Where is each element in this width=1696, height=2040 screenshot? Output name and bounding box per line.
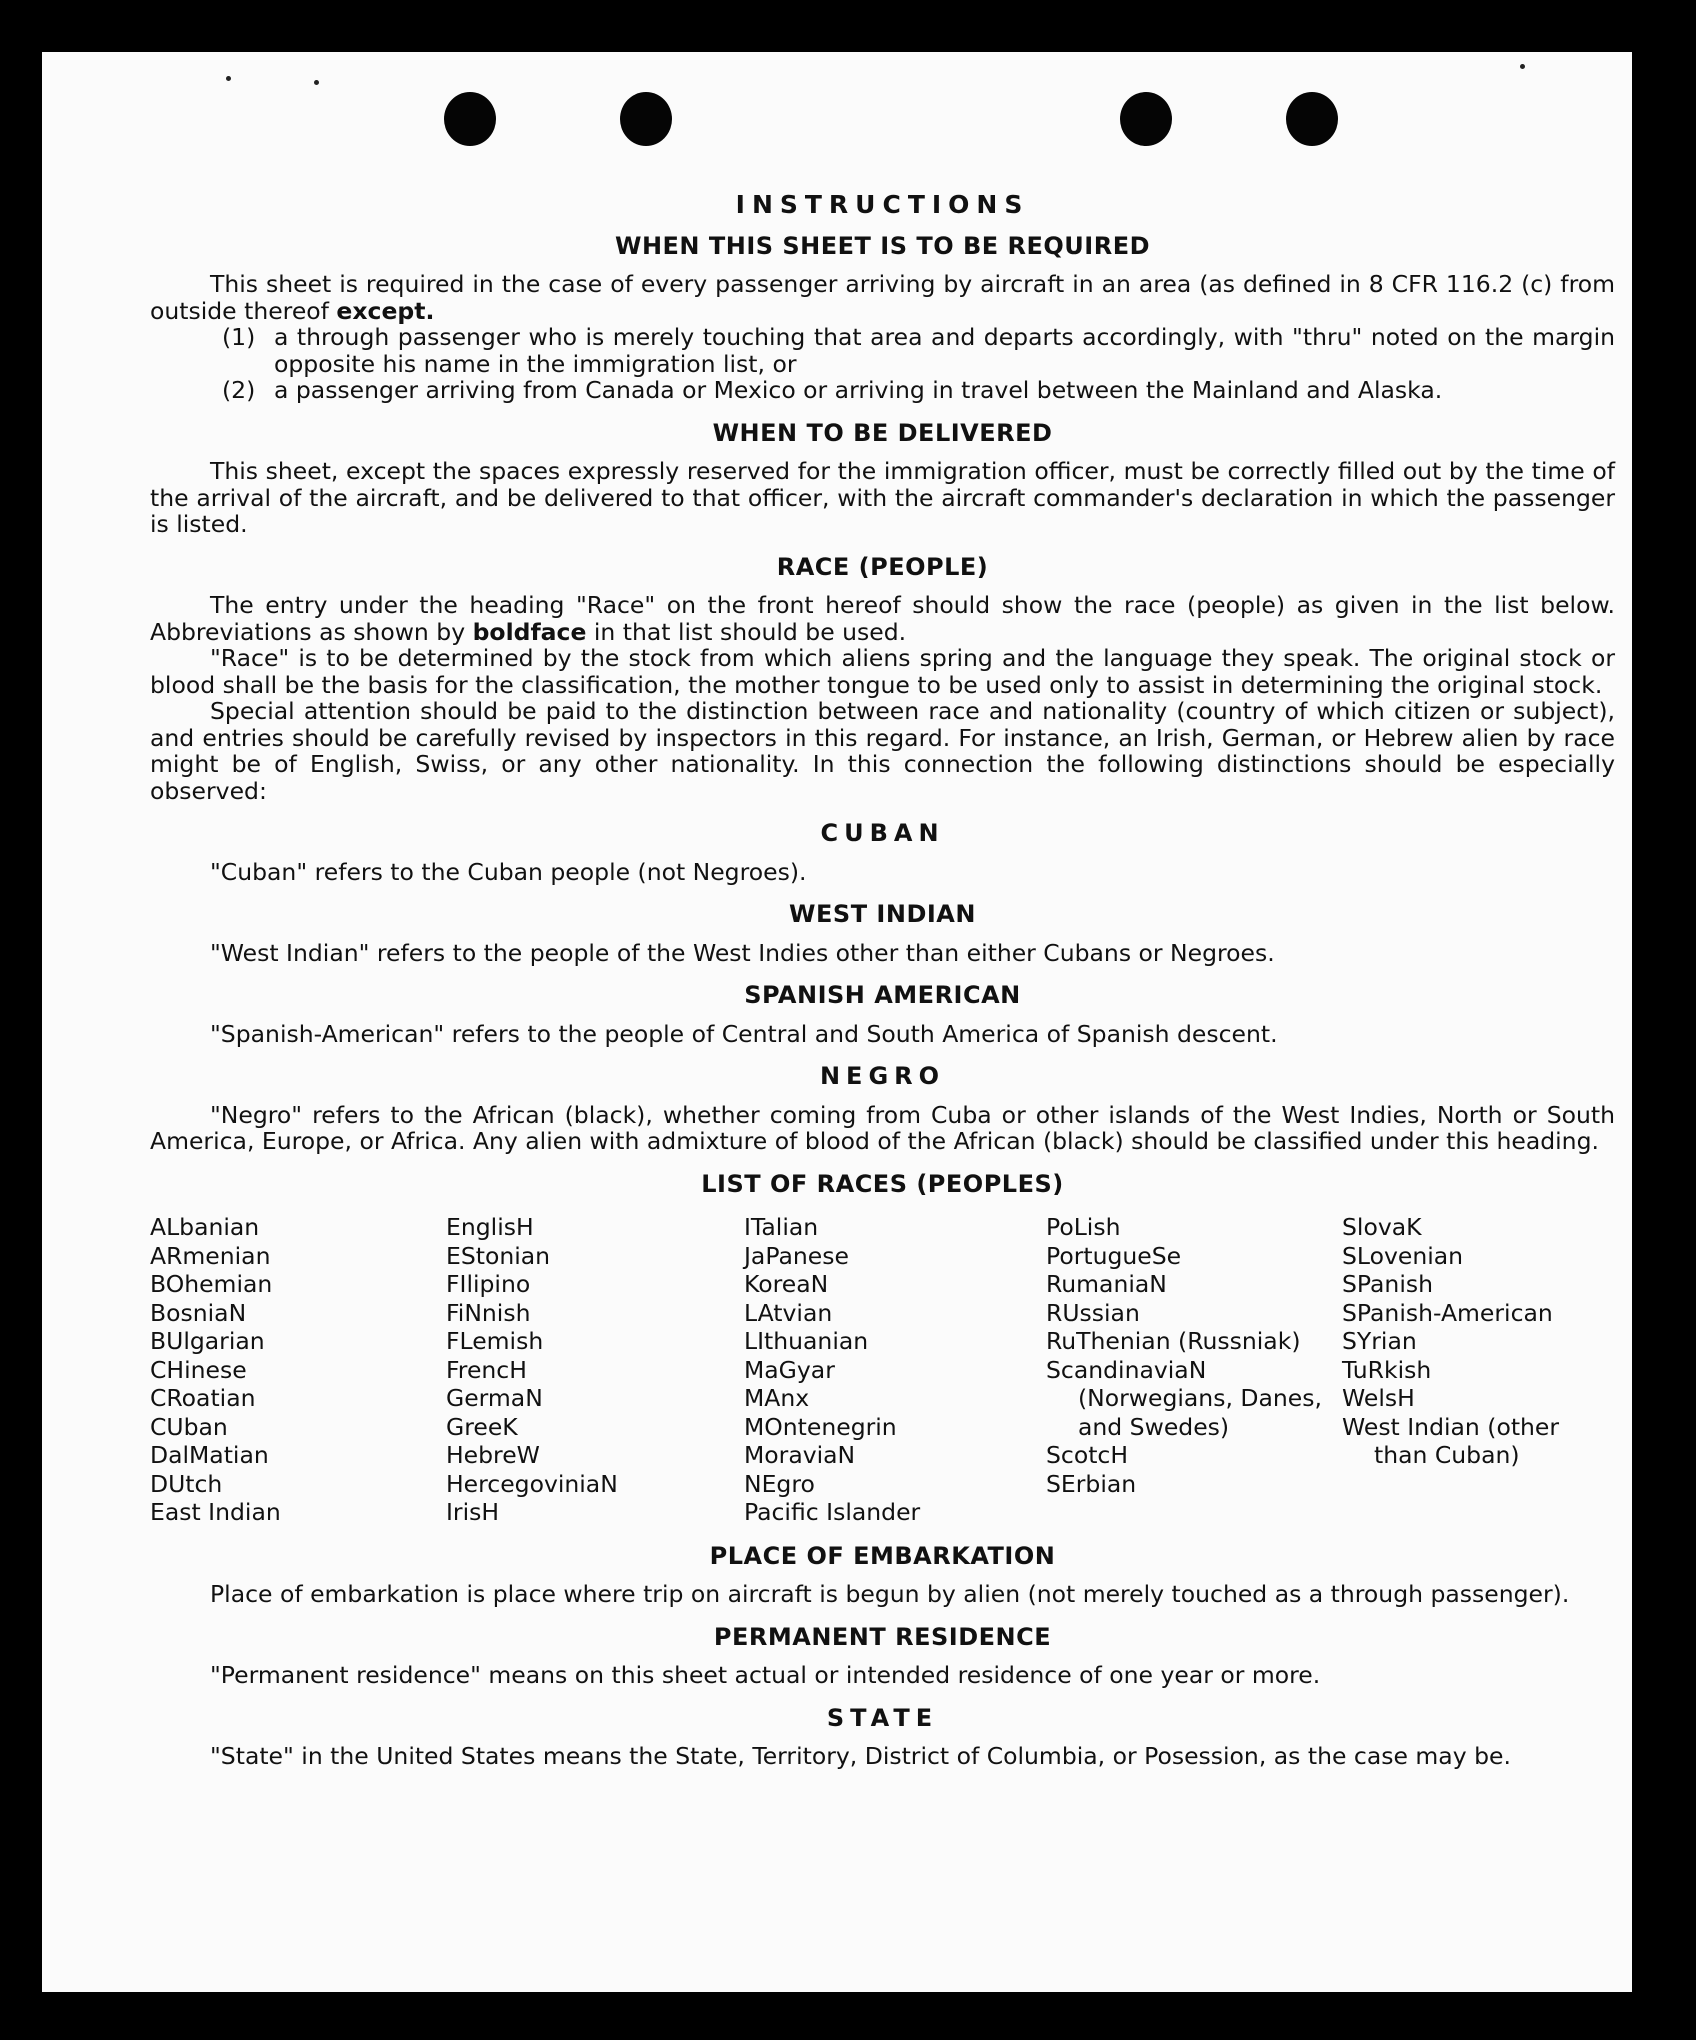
race-item: ScotcH bbox=[1046, 1441, 1129, 1469]
race-item: ScandinaviaN (Norwegians, Danes, and Swedes) bbox=[1046, 1355, 1322, 1441]
race-item: SYrian bbox=[1342, 1327, 1417, 1355]
race-item: DUtch bbox=[150, 1469, 223, 1498]
race-item: SErbian bbox=[1046, 1469, 1137, 1498]
permanent-residence-heading: PERMANENT RESIDENCE bbox=[713, 1622, 1052, 1651]
race-item: RUssian bbox=[1046, 1298, 1140, 1327]
race-item: WelsH bbox=[1342, 1384, 1415, 1412]
state-heading: STATE bbox=[826, 1703, 939, 1732]
race-item: GermaN bbox=[446, 1384, 543, 1412]
when-delivered-text: This sheet, except the spaces expressly reserved for the immigration officer, must be correctly filled out by the time of the arrival of the aircraft, and be delivered to that officer, with the aircraft commander's declaration in which the passenger is listed. bbox=[150, 457, 1615, 538]
race-item: IrisH bbox=[446, 1498, 500, 1526]
race-item: EStonian bbox=[446, 1241, 551, 1270]
race-item: MAnx bbox=[744, 1384, 810, 1412]
when-required-intro: This sheet is required in the case of every passenger arriving by aircraft in an area (as defined in 8 CFR 116.2 (c) from outside thereof except. bbox=[150, 270, 1615, 325]
race-paragraph: The entry under the heading "Race" on the front hereof should show the race (people) as given in the list below. Abbreviations as shown by boldface in that list should be used. bbox=[150, 591, 1615, 646]
race-item: KoreaN bbox=[744, 1270, 829, 1298]
race-item: LAtvian bbox=[744, 1298, 833, 1327]
race-paragraph: "Race" is to be determined by the stock from which aliens spring and the language they speak. The original stock or blood shall be the basis for the classification, the mother tongue to be used only to assist in determining the original stock. bbox=[150, 644, 1615, 699]
races-column bbox=[446, 1213, 744, 1527]
race-item: Pacific Islander bbox=[744, 1498, 921, 1526]
speck bbox=[1520, 64, 1525, 69]
race-item: ALbanian bbox=[150, 1213, 260, 1241]
cuban-text: "Cuban" refers to the Cuban people (not Negroes). bbox=[210, 857, 807, 886]
races-column bbox=[744, 1213, 1046, 1527]
race-item: TuRkish bbox=[1342, 1355, 1432, 1384]
race-item: FiNnish bbox=[446, 1298, 531, 1327]
race-item: NEgro bbox=[744, 1469, 815, 1498]
exception-item: (2) a passenger arriving from Canada or Mexico or arriving in travel between the Mainland and Alaska. bbox=[222, 376, 1443, 404]
punch-hole bbox=[1286, 92, 1338, 146]
race-item: RumaniaN bbox=[1046, 1270, 1167, 1298]
document-page bbox=[42, 52, 1632, 1992]
instructions-title: INSTRUCTIONS bbox=[735, 190, 1030, 219]
race-item: MOntenegrin bbox=[744, 1412, 897, 1441]
when-delivered-heading: WHEN TO BE DELIVERED bbox=[712, 418, 1053, 447]
races-list bbox=[150, 1213, 1615, 1527]
race-item: CHinese bbox=[150, 1355, 247, 1384]
race-item: SLovenian bbox=[1342, 1241, 1464, 1270]
spanish-american-heading: SPANISH AMERICAN bbox=[744, 981, 1021, 1009]
west-indian-text: "West Indian" refers to the people of the West Indies other than either Cubans or Negroes. bbox=[210, 938, 1275, 967]
race-item: East Indian bbox=[150, 1498, 281, 1526]
list-of-races-heading: LIST OF RACES (PEOPLES) bbox=[701, 1169, 1064, 1198]
race-item: MaGyar bbox=[744, 1355, 835, 1384]
race-item: CRoatian bbox=[150, 1384, 256, 1412]
punch-hole bbox=[1120, 92, 1172, 146]
race-item: PoLish bbox=[1046, 1213, 1121, 1241]
race-item: FLemish bbox=[446, 1327, 544, 1355]
punch-hole bbox=[444, 92, 496, 146]
race-item: EnglisH bbox=[446, 1213, 534, 1241]
races-column bbox=[1342, 1213, 1615, 1527]
race-heading: RACE (PEOPLE) bbox=[776, 552, 989, 581]
race-item: SlovaK bbox=[1342, 1213, 1422, 1241]
instructions-content bbox=[150, 192, 1615, 1770]
spanish-american-text: "Spanish-American" refers to the people of Central and South America of Spanish descent. bbox=[210, 1019, 1278, 1048]
cuban-heading: CUBAN bbox=[820, 819, 945, 847]
race-item: FrencH bbox=[446, 1355, 527, 1384]
race-item: BOhemian bbox=[150, 1270, 273, 1298]
punch-hole bbox=[620, 92, 672, 146]
races-column bbox=[1046, 1213, 1342, 1527]
speck bbox=[226, 76, 231, 81]
race-item: BosniaN bbox=[150, 1298, 247, 1327]
race-item: ITalian bbox=[744, 1213, 819, 1241]
race-item: RuThenian (Russniak) bbox=[1046, 1327, 1301, 1355]
negro-heading: NEGRO bbox=[819, 1062, 946, 1090]
when-required-heading: WHEN THIS SHEET IS TO BE REQUIRED bbox=[614, 231, 1151, 260]
race-item: SPanish bbox=[1342, 1270, 1433, 1298]
west-indian-heading: WEST INDIAN bbox=[789, 900, 976, 928]
race-item: ARmenian bbox=[150, 1241, 271, 1270]
race-item: HercegoviniaN bbox=[446, 1469, 618, 1498]
race-item: GreeK bbox=[446, 1412, 518, 1441]
state-text: "State" in the United States means the State, Territory, District of Columbia, or Posession, as the case may be. bbox=[210, 1742, 1511, 1770]
race-item: CUban bbox=[150, 1412, 228, 1441]
speck bbox=[314, 80, 319, 85]
negro-text: "Negro" refers to the African (black), whether coming from Cuba or other islands of the West Indies, North or South America, Europe, or Africa. Any alien with admixture of blood of the African (black) should be classified under this heading. bbox=[150, 1100, 1615, 1155]
permanent-residence-text: "Permanent residence" means on this sheet actual or intended residence of one year or more. bbox=[210, 1661, 1321, 1689]
race-item: BUlgarian bbox=[150, 1327, 265, 1355]
place-of-embarkation-text: Place of embarkation is place where trip on aircraft is begun by alien (not merely touched as a through passenger). bbox=[210, 1580, 1570, 1608]
race-item: FIlipino bbox=[446, 1270, 531, 1298]
race-item: MoraviaN bbox=[744, 1441, 856, 1469]
race-item: HebreW bbox=[446, 1441, 540, 1469]
race-item: LIthuanian bbox=[744, 1327, 869, 1355]
races-column bbox=[150, 1213, 446, 1527]
race-item: West Indian (other than Cuban) bbox=[1342, 1412, 1560, 1469]
place-of-embarkation-heading: PLACE OF EMBARKATION bbox=[709, 1541, 1056, 1570]
race-item: SPanish-American bbox=[1342, 1298, 1553, 1327]
race-item: JaPanese bbox=[744, 1241, 849, 1270]
exception-item: (1) a through passenger who is merely touching that area and departs accordingly, with "thru" noted on the margin opposite his name in the immigration list, or bbox=[222, 323, 1615, 378]
race-item: DalMatian bbox=[150, 1441, 269, 1469]
race-paragraph: Special attention should be paid to the distinction between race and nationality (country of which citizen or subject), and entries should be carefully revised by inspectors in this regard. For instance, an Irish, German, or Hebrew alien by race might be of English, Swiss, or any other nationality. In this connection the following distinctions should be especially observed: bbox=[150, 697, 1615, 805]
race-item: PortugueSe bbox=[1046, 1241, 1182, 1270]
